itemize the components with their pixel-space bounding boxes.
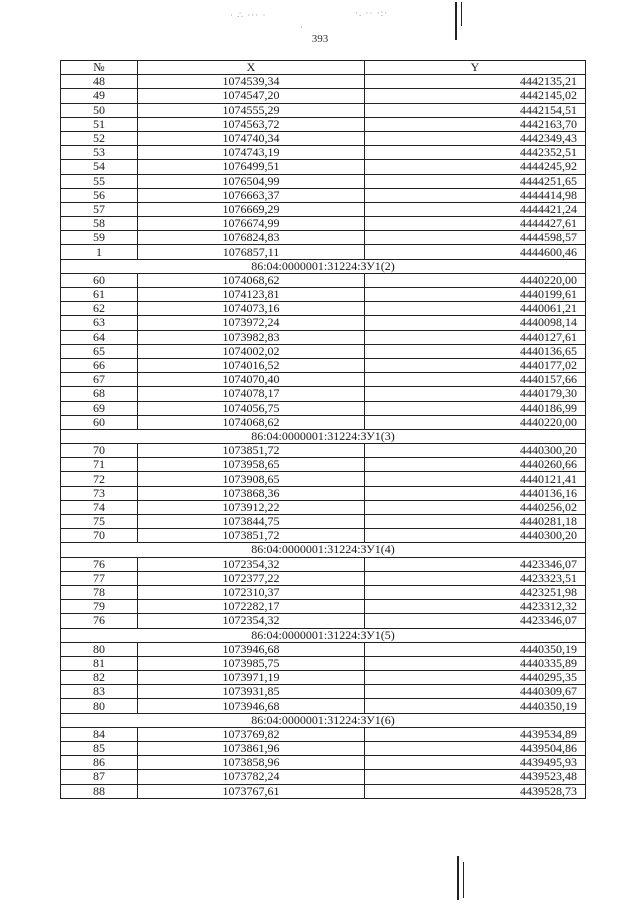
point-number-cell: 70 [61,529,138,543]
table-row [61,316,586,330]
point-number-cell: 65 [61,344,138,358]
table-row [61,160,586,174]
y-coordinate-cell: 4440220,00 [365,273,586,287]
point-number-cell: 62 [61,302,138,316]
table-row [61,585,586,599]
y-coordinate-cell: 4440177,02 [365,358,586,372]
table-row [61,600,586,614]
x-coordinate-cell: 1073946,68 [138,699,365,713]
table-row [61,756,586,770]
y-coordinate-cell: 4444598,57 [365,231,586,245]
point-number-cell: 88 [61,784,138,798]
y-coordinate-cell: 4439528,73 [365,784,586,798]
point-number-cell: 56 [61,188,138,202]
point-number-cell: 85 [61,742,138,756]
table-body [61,75,586,799]
point-number-cell: 51 [61,117,138,131]
table-row [61,117,586,131]
x-coordinate-cell: 1076504,99 [138,174,365,188]
point-number-cell: 80 [61,699,138,713]
table-row [61,642,586,656]
y-coordinate-cell: 4423323,51 [365,571,586,585]
x-coordinate-cell: 1074547,20 [138,89,365,103]
table-row [61,500,586,514]
y-coordinate-cell: 4444251,65 [365,174,586,188]
x-coordinate-cell: 1073982,83 [138,330,365,344]
point-number-cell: 83 [61,685,138,699]
point-number-cell: 79 [61,600,138,614]
table-row [61,302,586,316]
x-coordinate-cell: 1073868,36 [138,486,365,500]
table-row [61,401,586,415]
x-coordinate-cell: 1074016,52 [138,358,365,372]
point-number-cell: 81 [61,656,138,670]
y-coordinate-cell: 4440121,41 [365,472,586,486]
y-coordinate-cell: 4423312,32 [365,600,586,614]
x-coordinate-cell: 1073946,68 [138,642,365,656]
table-row [61,770,586,784]
table-row [61,656,586,670]
point-number-cell: 86 [61,756,138,770]
table-row [61,784,586,798]
column-header-y: Y [365,61,586,75]
table-row [61,174,586,188]
point-number-cell: 52 [61,131,138,145]
table-row [61,273,586,287]
y-coordinate-cell: 4440061,21 [365,302,586,316]
y-coordinate-cell: 4440281,18 [365,515,586,529]
x-coordinate-cell: 1072310,37 [138,585,365,599]
x-coordinate-cell: 1074078,17 [138,387,365,401]
y-coordinate-cell: 4439523,48 [365,770,586,784]
parcel-section-row [61,628,586,642]
coordinates-table [60,60,586,799]
coordinates-table-container [60,60,585,799]
y-coordinate-cell: 4440127,61 [365,330,586,344]
y-coordinate-cell: 4440335,89 [365,656,586,670]
point-number-cell: 84 [61,727,138,741]
x-coordinate-cell: 1074068,62 [138,415,365,429]
parcel-cadastral-number: 86:04:0000001:31224:ЗУ1(4) [61,543,586,557]
table-row [61,742,586,756]
x-coordinate-cell: 1073861,96 [138,742,365,756]
y-coordinate-cell: 4440256,02 [365,500,586,514]
table-row [61,671,586,685]
table-row [61,75,586,89]
y-coordinate-cell: 4442135,21 [365,75,586,89]
point-number-cell: 68 [61,387,138,401]
parcel-section-row [61,543,586,557]
y-coordinate-cell: 4440295,35 [365,671,586,685]
y-coordinate-cell: 4423346,07 [365,614,586,628]
x-coordinate-cell: 1073767,61 [138,784,365,798]
point-number-cell: 49 [61,89,138,103]
x-coordinate-cell: 1073931,85 [138,685,365,699]
table-row [61,245,586,259]
point-number-cell: 60 [61,273,138,287]
x-coordinate-cell: 1076499,51 [138,160,365,174]
table-row [61,358,586,372]
table-row [61,288,586,302]
point-number-cell: 82 [61,671,138,685]
scan-artifact-line [457,856,459,900]
point-number-cell: 76 [61,557,138,571]
point-number-cell: 72 [61,472,138,486]
x-coordinate-cell: 1074123,81 [138,288,365,302]
y-coordinate-cell: 4444414,98 [365,188,586,202]
point-number-cell: 58 [61,217,138,231]
x-coordinate-cell: 1074073,16 [138,302,365,316]
table-row [61,557,586,571]
x-coordinate-cell: 1072377,22 [138,571,365,585]
table-row [61,699,586,713]
scan-noise: ·. ·· ·:· [355,8,389,18]
table-row [61,330,586,344]
y-coordinate-cell: 4440186,99 [365,401,586,415]
y-coordinate-cell: 4444421,24 [365,202,586,216]
y-coordinate-cell: 4440350,19 [365,699,586,713]
scan-artifact-line [461,2,462,26]
point-number-cell: 73 [61,486,138,500]
y-coordinate-cell: 4442163,70 [365,117,586,131]
y-coordinate-cell: 4440260,66 [365,458,586,472]
y-coordinate-cell: 4423346,07 [365,557,586,571]
y-coordinate-cell: 4440136,16 [365,486,586,500]
parcel-cadastral-number: 86:04:0000001:31224:ЗУ1(3) [61,429,586,443]
x-coordinate-cell: 1074070,40 [138,373,365,387]
x-coordinate-cell: 1073858,96 [138,756,365,770]
point-number-cell: 76 [61,614,138,628]
x-coordinate-cell: 1074555,29 [138,103,365,117]
table-row [61,415,586,429]
scan-noise: · ∴ ··· · [230,10,267,20]
x-coordinate-cell: 1074002,02 [138,344,365,358]
table-row [61,202,586,216]
table-row [61,614,586,628]
point-number-cell: 67 [61,373,138,387]
x-coordinate-cell: 1076674,99 [138,217,365,231]
point-number-cell: 64 [61,330,138,344]
table-row [61,146,586,160]
y-coordinate-cell: 4442145,02 [365,89,586,103]
table-header-row [61,61,586,75]
y-coordinate-cell: 4440179,30 [365,387,586,401]
x-coordinate-cell: 1073851,72 [138,529,365,543]
x-coordinate-cell: 1074563,72 [138,117,365,131]
point-number-cell: 75 [61,515,138,529]
x-coordinate-cell: 1076857,11 [138,245,365,259]
x-coordinate-cell: 1073851,72 [138,444,365,458]
table-row [61,188,586,202]
column-header-x: X [138,61,365,75]
point-number-cell: 61 [61,288,138,302]
table-row [61,529,586,543]
x-coordinate-cell: 1074539,34 [138,75,365,89]
x-coordinate-cell: 1073971,19 [138,671,365,685]
point-number-cell: 77 [61,571,138,585]
page-number: 393 [311,33,329,45]
point-number-cell: 80 [61,642,138,656]
parcel-cadastral-number: 86:04:0000001:31224:ЗУ1(2) [61,259,586,273]
y-coordinate-cell: 4444245,92 [365,160,586,174]
point-number-cell: 55 [61,174,138,188]
point-number-cell: 63 [61,316,138,330]
scan-artifact-line [455,2,457,40]
x-coordinate-cell: 1073782,24 [138,770,365,784]
table-row [61,131,586,145]
x-coordinate-cell: 1072354,32 [138,557,365,571]
parcel-section-row [61,259,586,273]
y-coordinate-cell: 4442352,51 [365,146,586,160]
x-coordinate-cell: 1073958,65 [138,458,365,472]
y-coordinate-cell: 4439495,93 [365,756,586,770]
y-coordinate-cell: 4440309,67 [365,685,586,699]
x-coordinate-cell: 1074056,75 [138,401,365,415]
x-coordinate-cell: 1073908,65 [138,472,365,486]
table-row [61,472,586,486]
table-row [61,444,586,458]
table-row [61,515,586,529]
x-coordinate-cell: 1073972,24 [138,316,365,330]
x-coordinate-cell: 1074068,62 [138,273,365,287]
y-coordinate-cell: 4439534,89 [365,727,586,741]
y-coordinate-cell: 4423251,98 [365,585,586,599]
point-number-cell: 66 [61,358,138,372]
table-row [61,685,586,699]
x-coordinate-cell: 1076663,37 [138,188,365,202]
point-number-cell: 48 [61,75,138,89]
table-row [61,217,586,231]
point-number-cell: 1 [61,245,138,259]
point-number-cell: 60 [61,415,138,429]
point-number-cell: 69 [61,401,138,415]
x-coordinate-cell: 1076669,29 [138,202,365,216]
x-coordinate-cell: 1074743,19 [138,146,365,160]
x-coordinate-cell: 1072282,17 [138,600,365,614]
table-row [61,89,586,103]
scan-noise: · [300,22,304,32]
x-coordinate-cell: 1073912,22 [138,500,365,514]
y-coordinate-cell: 4444600,46 [365,245,586,259]
x-coordinate-cell: 1073769,82 [138,727,365,741]
point-number-cell: 70 [61,444,138,458]
table-row [61,486,586,500]
y-coordinate-cell: 4440098,14 [365,316,586,330]
table-row [61,103,586,117]
table-row [61,373,586,387]
point-number-cell: 54 [61,160,138,174]
x-coordinate-cell: 1074740,34 [138,131,365,145]
point-number-cell: 50 [61,103,138,117]
y-coordinate-cell: 4439504,86 [365,742,586,756]
x-coordinate-cell: 1073985,75 [138,656,365,670]
parcel-section-row [61,429,586,443]
point-number-cell: 57 [61,202,138,216]
y-coordinate-cell: 4440350,19 [365,642,586,656]
table-row [61,571,586,585]
point-number-cell: 87 [61,770,138,784]
y-coordinate-cell: 4440157,66 [365,373,586,387]
y-coordinate-cell: 4442349,43 [365,131,586,145]
point-number-cell: 78 [61,585,138,599]
table-row [61,344,586,358]
table-row [61,387,586,401]
y-coordinate-cell: 4440220,00 [365,415,586,429]
table-row [61,231,586,245]
parcel-section-row [61,713,586,727]
parcel-cadastral-number: 86:04:0000001:31224:ЗУ1(6) [61,713,586,727]
y-coordinate-cell: 4440136,65 [365,344,586,358]
point-number-cell: 71 [61,458,138,472]
table-row [61,727,586,741]
point-number-cell: 53 [61,146,138,160]
y-coordinate-cell: 4444427,61 [365,217,586,231]
y-coordinate-cell: 4440300,20 [365,529,586,543]
x-coordinate-cell: 1076824,83 [138,231,365,245]
column-header-number: № [61,61,138,75]
x-coordinate-cell: 1073844,75 [138,515,365,529]
scan-artifact-line [463,862,464,898]
x-coordinate-cell: 1072354,32 [138,614,365,628]
point-number-cell: 74 [61,500,138,514]
table-row [61,458,586,472]
y-coordinate-cell: 4440300,20 [365,444,586,458]
point-number-cell: 59 [61,231,138,245]
y-coordinate-cell: 4440199,61 [365,288,586,302]
y-coordinate-cell: 4442154,51 [365,103,586,117]
parcel-cadastral-number: 86:04:0000001:31224:ЗУ1(5) [61,628,586,642]
